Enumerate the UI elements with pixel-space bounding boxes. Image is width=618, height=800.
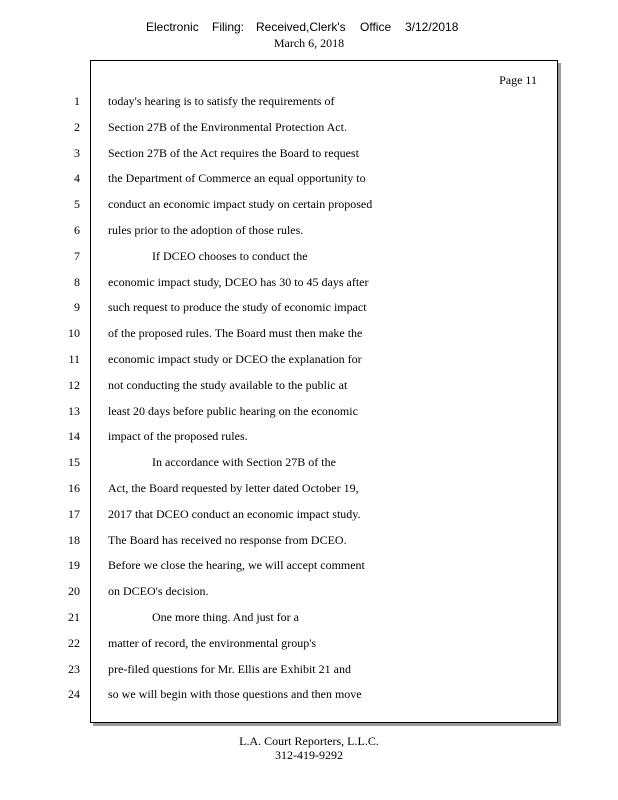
stamp-filing: Filing: (212, 20, 245, 34)
line-number: 5 (74, 197, 80, 212)
line-number: 22 (68, 635, 80, 650)
line-number: 2 (74, 119, 80, 134)
line-number: 12 (68, 377, 80, 392)
line-text: pre-filed questions for Mr. Ellis are Exhibit 21 and (108, 661, 351, 676)
line-text: of the proposed rules. The Board must then make the (108, 326, 363, 341)
line-number: 1 (74, 94, 80, 108)
line-number: 21 (68, 610, 80, 624)
line-text: such request to produce the study of economic impact (108, 300, 367, 315)
line-number: 11 (68, 352, 80, 366)
line-text: so we will begin with those questions and then move (108, 687, 362, 702)
line-number: 8 (74, 274, 80, 289)
stamp-date: 3/12/2018 (405, 20, 459, 34)
line-text: Act, the Board requested by letter dated October 19, (108, 481, 359, 495)
line-text: The Board has received no response from DCEO. (108, 532, 347, 547)
line-text: Before we close the hearing, we will accept comment (108, 558, 365, 573)
line-text: In accordance with Section 27B of the (152, 455, 336, 470)
line-number: 6 (74, 223, 80, 237)
stamp-office: Office (360, 20, 392, 34)
line-number: 20 (68, 584, 80, 599)
line-text: rules prior to the adoption of those rules. (108, 223, 304, 237)
line-number: 17 (68, 506, 80, 521)
line-text: economic impact study or DCEO the explanation for (108, 352, 362, 366)
line-number: 4 (74, 171, 80, 186)
page-number: Page 11 (499, 73, 537, 87)
line-text: the Department of Commerce an equal opportunity to (108, 171, 366, 186)
line-number: 18 (68, 532, 80, 547)
line-number: 23 (68, 661, 80, 676)
line-text: today's hearing is to satisfy the requirements of (108, 94, 335, 108)
hearing-date: March 6, 2018 (273, 36, 345, 50)
line-text: economic impact study, DCEO has 30 to 45 days after (108, 274, 369, 289)
line-text: Section 27B of the Environmental Protection Act. (108, 119, 347, 134)
line-text: on DCEO's decision. (108, 584, 209, 599)
line-number: 15 (68, 455, 80, 470)
line-number: 3 (74, 145, 80, 160)
line-text: If DCEO chooses to conduct the (152, 248, 308, 263)
line-number: 7 (74, 248, 80, 263)
footer-company: L.A. Court Reporters, L.L.C. (239, 734, 379, 748)
line-text: not conducting the study available to the public at (108, 377, 348, 392)
stamp-received: Received,Clerk's (256, 20, 346, 34)
line-text: Section 27B of the Act requires the Board to request (108, 145, 359, 160)
line-number: 14 (68, 429, 80, 444)
line-number: 13 (68, 403, 80, 418)
line-text: 2017 that DCEO conduct an economic impact study. (108, 506, 361, 521)
footer-phone: 312-419-9292 (275, 748, 343, 762)
line-text: One more thing. And just for a (152, 610, 299, 624)
line-number: 24 (68, 687, 80, 702)
stamp-electronic: Electronic (146, 20, 199, 34)
line-number: 16 (68, 481, 80, 495)
line-text: matter of record, the environmental group's (108, 635, 317, 650)
line-number: 19 (68, 558, 80, 573)
transcript-page (90, 60, 558, 723)
line-text: conduct an economic impact study on certain proposed (108, 197, 373, 212)
line-number: 9 (74, 300, 80, 315)
line-text: least 20 days before public hearing on the economic (108, 403, 358, 418)
line-number: 10 (68, 326, 80, 341)
line-text: impact of the proposed rules. (108, 429, 248, 444)
